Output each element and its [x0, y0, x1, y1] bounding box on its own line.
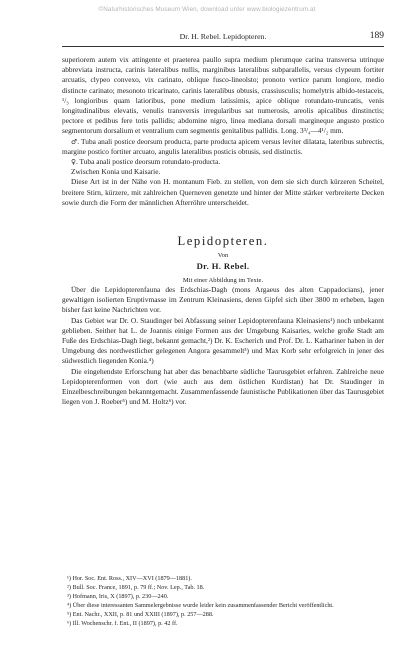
female-description-text: . Tuba anali postice deorsum rotundato-producta. — [75, 157, 221, 167]
running-head — [62, 32, 384, 44]
watermark: ©Naturhistorisches Museum Wien, download unter www.biologiezentrum.at — [98, 6, 316, 13]
header-rule — [62, 46, 384, 47]
page-content — [62, 55, 384, 407]
footnote-6: ⁶) Ill. Wochenschr. f. Ent., II (1897), p. 42 ff. — [67, 620, 178, 627]
running-title: Dr. H. Rebel. Lepidopteren. — [179, 32, 267, 41]
male-description — [62, 137, 384, 157]
body-paragraph-1: Über die Lepidopterenfauna des Erdschias-Dagh (mons Argaeus des alten Cappadocians), jener gewaltigen isolierten Eruptivmasse im Zentrum Kleinasiens, deren Gipfel sich über 3800 m erheben, lagen bisher fast keine Nachrichten vor. — [62, 285, 384, 315]
closing-paragraph: Diese Art ist in der Nähe von H. montanum Fieb. zu stellen, von dem sie sich durch kürzeren Scheitel, breitere Stirn, kürzere, mit zahlreichen Querneven genetzte und hinter der Mitte stärker verbreiterte Decken sowie durch die Form der männlichen Afterröhre unterscheidet. — [62, 177, 384, 207]
male-description-text: . Tuba anali postice deorsum producta, parte producta apicem versus leviter dilatata, lateribus subrectis, margine postico fortiter arcuato, angulis lateralibus posticis obtusis, sed distinctis. — [62, 136, 384, 156]
footnotes — [62, 574, 384, 628]
male-symbol: ♂ — [71, 137, 78, 146]
female-symbol: ♀ — [71, 158, 76, 167]
section-title: Lepidopteren. — [177, 234, 269, 249]
description-paragraph: superiorem autem vix attingente et praeterea paullo supra medium plerumque carina transversa utrinque abbreviata instructa, carinis lateralibus nullis, marginibus lateralibus subparallelis, versus clypeum fortiter arcuatis, clypeo convexo, vix carinato, oblique fusco-lineolsto; pronoto vertice parum longiore, medio distincte carinato; mesonoto tricarinato, carinis lateralibus obtusis, crassiusculis; homelytris albido-testaceis, ¹/₃ longioribus quam latioribus, pone medium latissimis, apice oblique rotundato-truncatis, venis longitudinalibus elevatis, venulis transversis irregularibus sat numerosis, areolis apicalibus dinstinctis; pectore et pedibus fere totis pallidis; abdomine nigro, linea mediana dorsali margineque angusto postico segmentorum dorsalium et ventralium cum segmentis genitalibus pallidis. Long. 3³/₄—4¹/₂ mm. — [62, 55, 384, 136]
body-paragraph-3: Die eingehendste Erforschung hat aber das benachbarte südliche Taurusgebiet erfahren. Zahlreiche neue Lepidopterenformen von dort (wie auch aus dem östlichen Kurdistan) hat Dr. Staudinger in Einzelbeschreibungen bekanntgemacht. Zusammenfassende faunistische Publikationen über das Taurusgebiet liegen von J. Roeber⁵) und M. Holtz⁶) vor. — [62, 366, 384, 407]
body-paragraph-2: Das Gebiet war Dr. O. Staudinger bei Abfassung seiner Lepidopterenfauna Kleinasiens¹) noch unbekannt geblieben. Seither hat L. de Joannis einige Formen aus der Umgebung Kaisaries, welche große Stadt am Fuße des Erdschias-Dagh liegt, bekannt gemacht,²) Dr. K. Escherich und Prof. Dr. L. Kathariner haben in der Umgebung des nordwestlicher gelegenen Angora gesammelt³) und Max Korb sehr erfolgreich in jener des südwestlich liegenden Konia.⁴) — [62, 315, 384, 366]
footnote-4: ⁴) Über diese interessanten Sammelergebnisse wurde leider kein zusammenfassender Bericht veröffentlicht. — [67, 602, 334, 609]
footnote-1: ¹) Hor. Soc. Ent. Ross., XIV—XVI (1879—1881). — [67, 575, 192, 582]
section-by: Von — [217, 252, 229, 260]
female-description — [62, 157, 384, 167]
page-number: 189 — [369, 31, 384, 41]
footnote-2: ²) Bull. Soc. France, 1891, p. 79 ff.; Nov. Lep., Tab. 18. — [67, 584, 205, 591]
footnote-5: ⁵) Ent. Nachr., XXII, p. 81 und XXIII (1897), p. 257—288. — [67, 611, 214, 618]
section-author: Dr. H. Rebel. — [196, 261, 250, 272]
footnote-3: ³) Hofmann, Iris, X (1897), p. 230—240. — [67, 593, 169, 600]
figure-note: Mit einer Abbildung im Texte. — [182, 277, 264, 285]
locality: Zwischen Konia und Kaisarie. — [71, 167, 161, 177]
